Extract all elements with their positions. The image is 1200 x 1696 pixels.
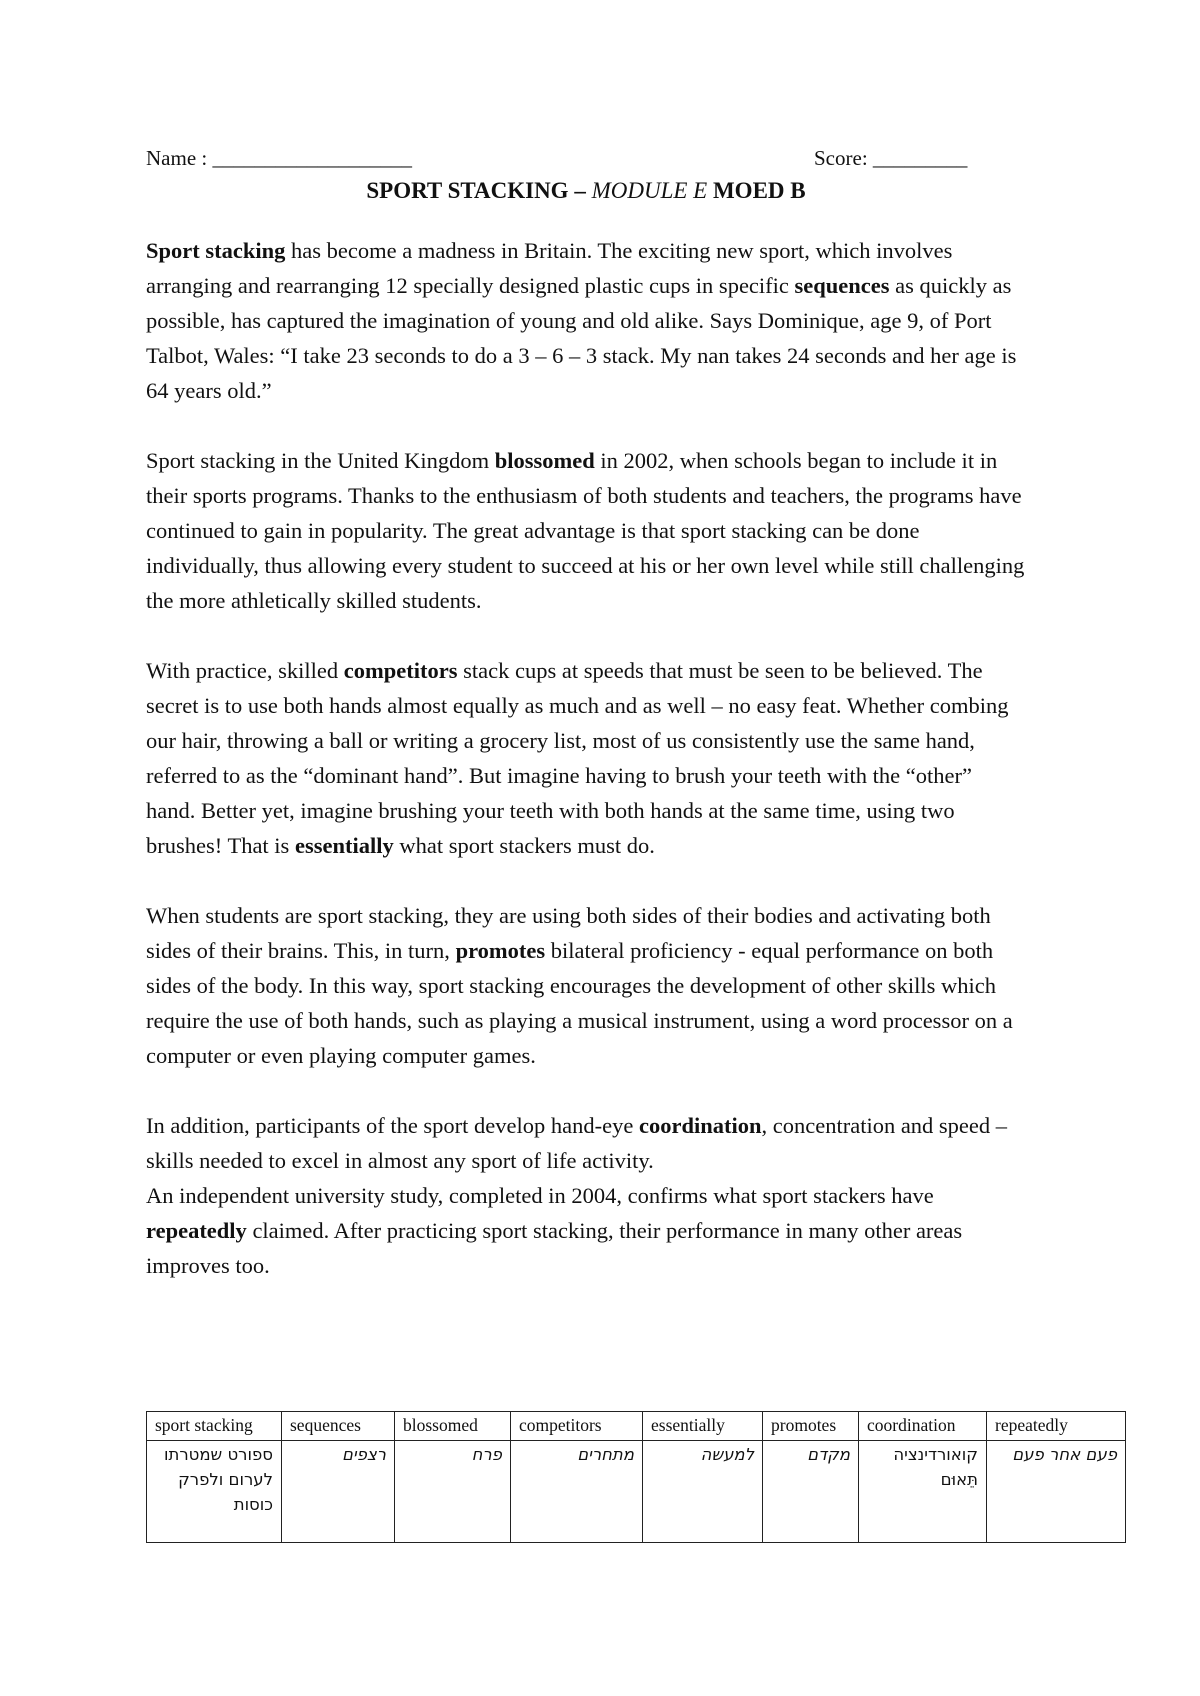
- vocabulary-table: [146, 1411, 1126, 1543]
- vocab-en-cell: sequences: [282, 1412, 395, 1441]
- vocab-en-cell: promotes: [763, 1412, 859, 1441]
- vocab-term-blossomed: blossomed: [494, 448, 595, 473]
- paragraph-text: , concentration and speed – skills needed to excel in almost any sport of life activity.: [146, 1113, 1008, 1173]
- paragraph-text: what sport stackers must do.: [393, 833, 655, 858]
- paragraph-text: in 2002, when schools began to include it in their sports programs. Thanks to the enthusiasm of both students and teachers, the programs have continued to gain in popularity. The great advantage is that sport stacking can be done individually, thus allowing every student to succeed at his or her own level while still challenging the more athletically skilled students.: [146, 448, 1025, 613]
- vocab-english-row: [147, 1412, 1126, 1441]
- paragraph-text: Sport stacking in the United Kingdom: [146, 448, 495, 473]
- paragraph-text: When students are sport stacking, they are using both sides of their bodies and activating both sides of their brains. This, in turn,: [146, 903, 991, 963]
- vocab-term-repeatedly: repeatedly: [146, 1218, 247, 1243]
- vocab-he-cell: רצפים: [282, 1441, 395, 1543]
- vocab-en-cell: blossomed: [395, 1412, 511, 1441]
- name-field-label: Name : ___________________: [146, 146, 412, 170]
- vocab-he-cell: ספורט שמטרתו לערום ולפרק כוסות: [147, 1441, 282, 1543]
- paragraph-3: [146, 653, 1026, 863]
- article-body: [146, 233, 1026, 1318]
- vocab-term-sequences: sequences: [794, 273, 890, 298]
- page-title: [146, 178, 1026, 204]
- paragraph-2: [146, 443, 1026, 618]
- vocab-he-cell: מתחרים: [511, 1441, 643, 1543]
- vocab-he-cell: מקדם: [763, 1441, 859, 1543]
- vocab-he-cell: פרח: [395, 1441, 511, 1543]
- vocab-term-sport-stacking: Sport stacking: [146, 238, 286, 263]
- paragraph-text: has become a madness in Britain. The exciting new sport, which involves arranging and rearranging 12 specially designed plastic cups in specific: [146, 238, 953, 298]
- paragraph-6: [146, 1178, 1026, 1283]
- paragraph-1: [146, 233, 1026, 408]
- paragraph-5: [146, 1108, 1026, 1178]
- paragraph-text: claimed. After practicing sport stacking, their performance in many other areas improves too.: [146, 1218, 963, 1278]
- title-main: SPORT STACKING: [366, 178, 569, 203]
- paragraph-text: stack cups at speeds that must be seen to be believed. The secret is to use both hands almost equally as much and as well – no easy feat. Whether combing our hair, throwing a ball or writing a grocery list, most of us consistently use the same hand, referred to as the “dominant hand”. But imagine having to brush your teeth with the “other” hand. Better yet, imagine brushing your teeth with both hands at the same time, using two brushes! That is: [146, 658, 1009, 858]
- paragraph-text: An independent university study, completed in 2004, confirms what sport stackers have: [146, 1183, 934, 1208]
- paragraph-text: as quickly as possible, has captured the imagination of young and old alike. Says Dominique, age 9, of Port Talbot, Wales: “I take 23 seconds to do a 3 – 6 – 3 stack. My nan takes 24 seconds and her age is 64 years old.”: [146, 273, 1017, 403]
- vocab-hebrew-row: [147, 1441, 1126, 1543]
- vocab-en-cell: sport stacking: [147, 1412, 282, 1441]
- title-module: MODULE E: [591, 178, 708, 203]
- vocab-term-promotes: promotes: [455, 938, 546, 963]
- title-moed: MOED B: [707, 178, 806, 203]
- vocab-term-coordination: coordination: [638, 1113, 762, 1138]
- vocab-he-cell: קואורדינציה תֵּאוּם: [859, 1441, 987, 1543]
- title-dash: –: [568, 178, 592, 203]
- header-line: [146, 146, 1026, 176]
- vocab-he-cell: למעשה: [643, 1441, 763, 1543]
- vocab-term-competitors: competitors: [343, 658, 458, 683]
- paragraph-text: In addition, participants of the sport develop hand-eye: [146, 1113, 639, 1138]
- vocab-term-essentially: essentially: [294, 833, 394, 858]
- vocab-en-cell: repeatedly: [987, 1412, 1126, 1441]
- paragraph-4: [146, 898, 1026, 1073]
- vocab-en-cell: competitors: [511, 1412, 643, 1441]
- vocab-en-cell: essentially: [643, 1412, 763, 1441]
- paragraph-text: bilateral proficiency - equal performance on both sides of the body. In this way, sport stacking encourages the development of other skills which require the use of both hands, such as playing a musical instrument, using a word processor on a computer or even playing computer games.: [146, 938, 1013, 1068]
- vocab-en-cell: coordination: [859, 1412, 987, 1441]
- vocab-he-cell: פעם אחר פעם: [987, 1441, 1126, 1543]
- paragraph-text: With practice, skilled: [146, 658, 344, 683]
- score-field-label: Score: _________: [814, 146, 968, 170]
